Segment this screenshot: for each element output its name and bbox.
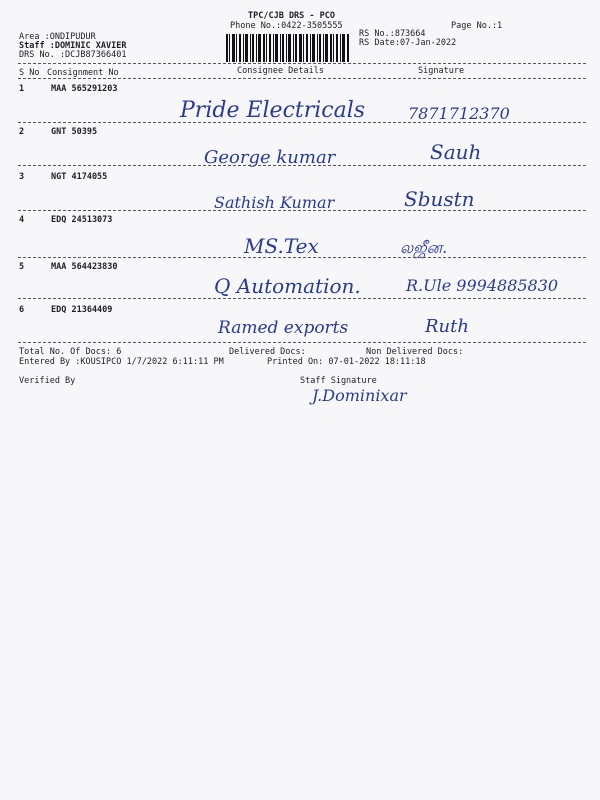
page-number: Page No.:1 — [451, 21, 503, 31]
printed-on: Printed On: 07-01-2022 18:11:18 — [267, 357, 426, 367]
row-5-consignee-handwriting: Q Automation. — [214, 274, 361, 298]
row-4-sno: 4 — [19, 215, 25, 225]
staff-signature-label: Staff Signature — [300, 376, 377, 386]
row-5-consignment: MAA 564423830 — [51, 262, 118, 272]
row-3-sno: 3 — [19, 172, 25, 182]
area-label: Area :ONDIPUDUR — [19, 32, 96, 42]
rs-date: RS Date:07-Jan-2022 — [359, 38, 457, 48]
row-4-divider — [18, 257, 586, 258]
delivered-docs: Delivered Docs: — [229, 347, 306, 357]
row-1-consignment: MAA 565291203 — [51, 84, 118, 94]
column-consignment: Consignment No — [47, 68, 119, 78]
row-3-divider — [18, 210, 586, 211]
header-bottom-divider — [18, 78, 586, 79]
rs-number: RS No.:873664 — [359, 29, 426, 39]
row-2-consignee-handwriting: George kumar — [204, 147, 336, 168]
row-6-consignment: EDQ 21364409 — [51, 305, 113, 315]
row-3-consignee-handwriting: Sathish Kumar — [214, 193, 335, 212]
row-2-signature-handwriting: Sauh — [430, 140, 482, 164]
document-title: TPC/CJB DRS - PCO — [248, 11, 335, 21]
entered-by: Entered By :KOUSIPCO 1/7/2022 6:11:11 PM — [19, 357, 224, 367]
row-6-signature-handwriting: Ruth — [425, 316, 469, 337]
staff-name: Staff :DOMINIC XAVIER — [19, 41, 127, 51]
row-4-signature-handwriting: லஜீன. — [400, 238, 448, 257]
table-bottom-divider — [18, 342, 586, 343]
row-1-divider — [18, 122, 586, 123]
verified-by: Verified By — [19, 376, 76, 386]
header-top-divider — [18, 63, 586, 64]
total-docs: Total No. Of Docs: 6 — [19, 347, 122, 357]
phone-number: Phone No.:0422-3505555 — [230, 21, 343, 31]
row-6-sno: 6 — [19, 305, 25, 315]
row-5-signature-handwriting: R.Ule 9994885830 — [406, 276, 559, 295]
row-1-consignee-handwriting: Pride Electricals — [180, 98, 366, 123]
row-1-signature-handwriting: 7871712370 — [408, 104, 510, 123]
barcode — [226, 34, 350, 62]
row-5-divider — [18, 298, 586, 299]
row-6-consignee-handwriting: Ramed exports — [218, 318, 349, 338]
drs-number: DRS No. :DCJB87366401 — [19, 50, 127, 60]
row-3-signature-handwriting: Sbustn — [404, 187, 475, 211]
column-consignee: Consignee Details — [237, 66, 324, 76]
row-4-consignment: EDQ 24513073 — [51, 215, 113, 225]
column-signature: Signature — [418, 66, 465, 76]
staff-signature-handwriting: J.Dominixar — [312, 386, 407, 405]
row-2-divider — [18, 165, 586, 166]
non-delivered-docs: Non Delivered Docs: — [366, 347, 464, 357]
row-1-sno: 1 — [19, 84, 25, 94]
row-2-sno: 2 — [19, 127, 25, 137]
column-sno: S No — [19, 68, 40, 78]
row-4-consignee-handwriting: MS.Tex — [244, 234, 319, 258]
row-3-consignment: NGT 4174055 — [51, 172, 108, 182]
row-2-consignment: GNT 50395 — [51, 127, 98, 137]
row-5-sno: 5 — [19, 262, 25, 272]
